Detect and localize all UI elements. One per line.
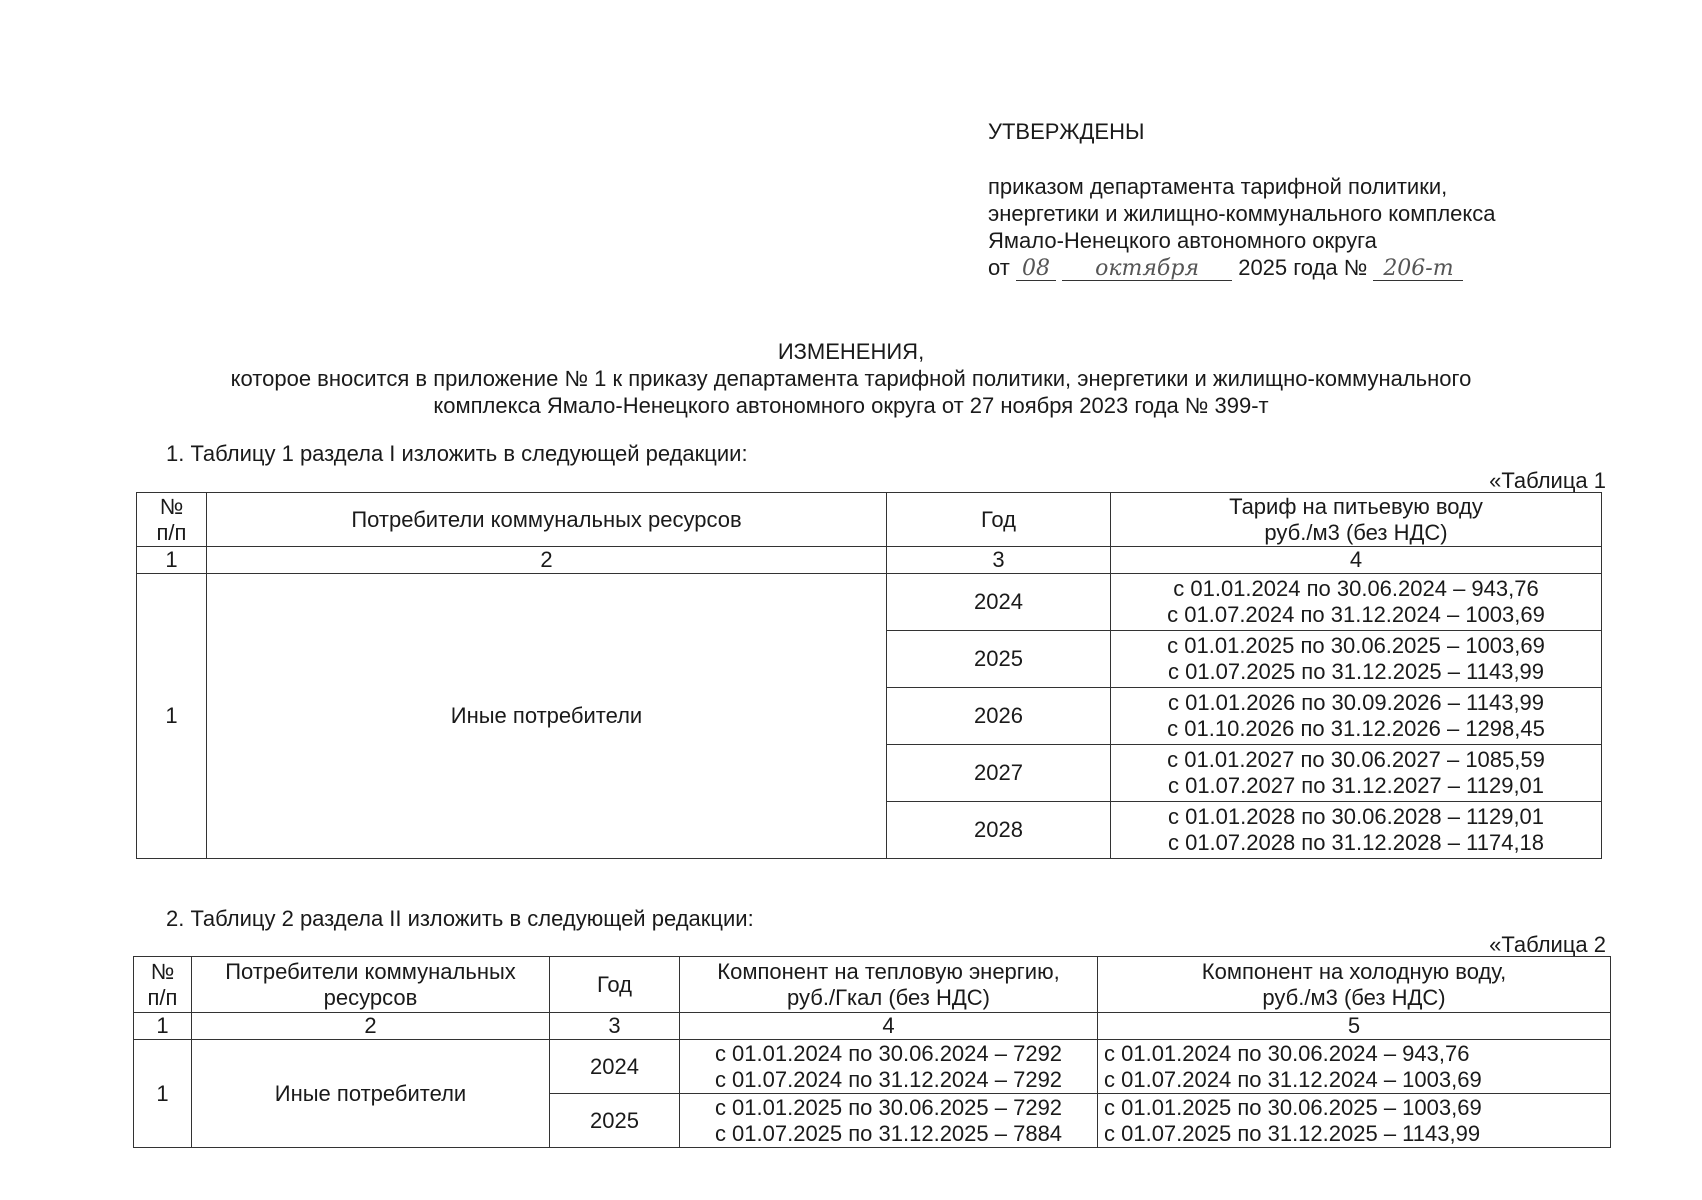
order-date-row: [988, 254, 1496, 281]
order-day: 08: [1016, 258, 1056, 281]
header-cell-number: [134, 957, 192, 1013]
tariff-cell: [1111, 745, 1602, 802]
table-2: [133, 956, 1611, 1148]
tariff-period: с 01.01.2028 по 30.06.2028 – 1129,01: [1167, 804, 1545, 829]
approval-heading: УТВЕРЖДЕНЫ: [988, 119, 1145, 144]
tariff-period: с 01.07.2024 по 31.12.2024 – 1003,69: [1167, 602, 1545, 627]
heat-tariff-cell: [680, 1040, 1098, 1094]
order-month: октября: [1062, 258, 1232, 281]
column-number: 4: [680, 1013, 1098, 1040]
table-column-numbers-row: [134, 1013, 1611, 1040]
year-cell: 2025: [887, 631, 1111, 688]
tariff-period: с 01.07.2025 по 31.12.2025 – 1143,99: [1167, 659, 1545, 684]
table2-name: «Таблица 2: [1489, 932, 1606, 957]
tariff-cell: [1111, 574, 1602, 631]
tariff-period: с 01.07.2024 по 31.12.2024 – 7292: [714, 1066, 1063, 1092]
tariff-period: с 01.01.2024 по 30.06.2024 – 943,76: [1173, 576, 1539, 601]
document-subtitle-line1: которое вносится в приложение № 1 к приказу департамента тарифной политики, энергетики и жилищно-коммунального: [230, 366, 1472, 391]
year-cell: 2024: [887, 574, 1111, 631]
header-line: п/п: [147, 984, 178, 1010]
tariff-period: с 01.07.2028 по 31.12.2028 – 1174,18: [1167, 830, 1545, 855]
order-number: 206-т: [1373, 258, 1463, 281]
row-number-cell: 1: [137, 574, 207, 859]
header-cell-year: Год: [550, 957, 680, 1013]
consumer-cell: Иные потребители: [192, 1040, 550, 1148]
tariff-period: с 01.01.2027 по 30.06.2027 – 1085,59: [1167, 747, 1545, 772]
tariff-period: с 01.01.2024 по 30.06.2024 – 943,76: [1104, 1040, 1470, 1066]
column-number: 3: [887, 547, 1111, 574]
document-heading: ИЗМЕНЕНИЯ,: [777, 339, 925, 364]
header-line: №: [150, 958, 175, 984]
header-line: п/п: [156, 519, 187, 545]
table-header-row: [134, 957, 1611, 1013]
header-line: №: [159, 493, 184, 519]
header-cell-heat-component: [680, 957, 1098, 1013]
tariff-period: с 01.10.2026 по 31.12.2026 – 1298,45: [1167, 716, 1545, 741]
header-cell-number: [137, 493, 207, 547]
water-tariff-cell: [1098, 1040, 1611, 1094]
table-row: [137, 574, 1602, 631]
header-line: руб./м3 (без НДС): [1264, 519, 1448, 545]
tariff-period: с 01.01.2024 по 30.06.2024 – 7292: [714, 1040, 1063, 1066]
year-cell: 2024: [550, 1040, 680, 1094]
header-cell-consumers: Потребители коммунальных ресурсов: [207, 493, 887, 547]
table-row: [134, 1040, 1611, 1094]
tariff-period: с 01.07.2024 по 31.12.2024 – 1003,69: [1104, 1066, 1482, 1092]
table-header-row: [137, 493, 1602, 547]
row-number-cell: 1: [134, 1040, 192, 1148]
table-column-numbers-row: [137, 547, 1602, 574]
section2-caption: 2. Таблицу 2 раздела II изложить в следующей редакции:: [166, 906, 754, 931]
header-line: Компонент на тепловую энергию,: [717, 958, 1060, 984]
year-cell: 2027: [887, 745, 1111, 802]
approval-line: Ямало-Ненецкого автономного округа: [988, 228, 1377, 253]
consumer-cell: Иные потребители: [207, 574, 887, 859]
tariff-period: с 01.01.2025 по 30.06.2025 – 7292: [714, 1094, 1063, 1120]
header-line: руб./Гкал (без НДС): [787, 984, 990, 1010]
header-line: ресурсов: [323, 984, 418, 1010]
tariff-cell: [1111, 688, 1602, 745]
column-number: 5: [1098, 1013, 1611, 1040]
date-prefix: от: [988, 255, 1010, 280]
table-1: [136, 492, 1602, 859]
tariff-period: с 01.07.2027 по 31.12.2027 – 1129,01: [1167, 773, 1545, 798]
column-number: 4: [1111, 547, 1602, 574]
header-line: Потребители коммунальных: [225, 958, 516, 984]
tariff-period: с 01.01.2025 по 30.06.2025 – 1003,69: [1104, 1094, 1482, 1120]
document-title-block: [0, 338, 1702, 419]
header-cell-year: Год: [887, 493, 1111, 547]
approval-line: приказом департамента тарифной политики,: [988, 174, 1448, 199]
approval-block: [988, 118, 1496, 281]
year-cell: 2025: [550, 1094, 680, 1148]
water-tariff-cell: [1098, 1094, 1611, 1148]
header-cell-water-component: [1098, 957, 1611, 1013]
tariff-period: с 01.01.2025 по 30.06.2025 – 1003,69: [1167, 633, 1545, 658]
document-subtitle-line2: комплекса Ямало-Ненецкого автономного округа от 27 ноября 2023 года № 399-т: [433, 393, 1269, 418]
heat-tariff-cell: [680, 1094, 1098, 1148]
order-year-text: 2025 года №: [1238, 255, 1368, 280]
tariff-period: с 01.07.2025 по 31.12.2025 – 7884: [714, 1120, 1063, 1146]
section1-caption: 1. Таблицу 1 раздела I изложить в следующей редакции:: [166, 441, 748, 466]
header-cell-tariff: [1111, 493, 1602, 547]
header-cell-consumers: [192, 957, 550, 1013]
header-line: Компонент на холодную воду,: [1201, 958, 1507, 984]
column-number: 1: [134, 1013, 192, 1040]
column-number: 2: [192, 1013, 550, 1040]
column-number: 2: [207, 547, 887, 574]
approval-line: энергетики и жилищно-коммунального комплекса: [988, 201, 1496, 226]
tariff-cell: [1111, 631, 1602, 688]
tariff-period: с 01.01.2026 по 30.09.2026 – 1143,99: [1167, 690, 1545, 715]
header-line: руб./м3 (без НДС): [1262, 984, 1446, 1010]
column-number: 3: [550, 1013, 680, 1040]
tariff-cell: [1111, 802, 1602, 859]
year-cell: 2026: [887, 688, 1111, 745]
tariff-period: с 01.07.2025 по 31.12.2025 – 1143,99: [1104, 1120, 1481, 1146]
column-number: 1: [137, 547, 207, 574]
table1-name: «Таблица 1: [1489, 468, 1606, 493]
year-cell: 2028: [887, 802, 1111, 859]
header-line: Тариф на питьевую воду: [1229, 493, 1483, 519]
